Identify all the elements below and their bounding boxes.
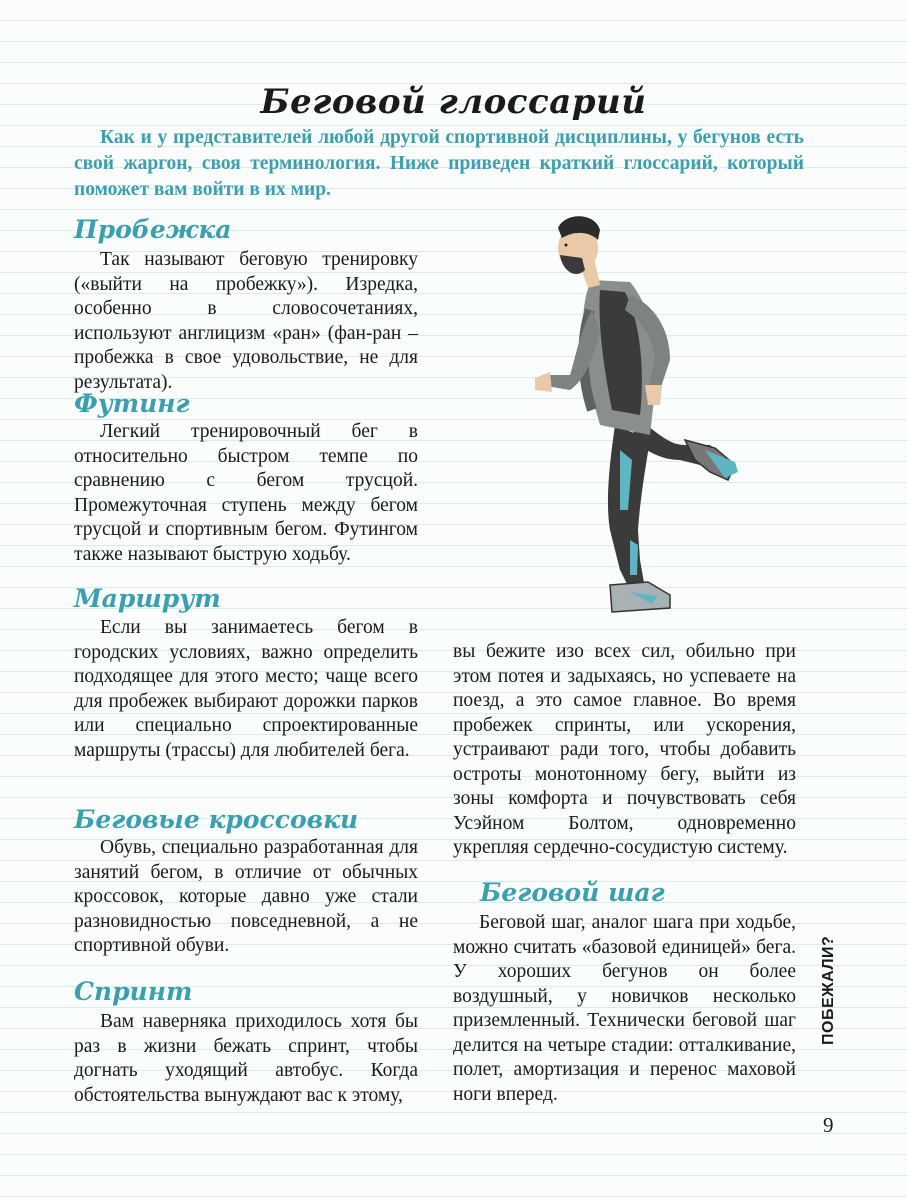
side-section-label: ПОБЕЖАЛИ? xyxy=(820,935,837,1045)
page-title: Беговой глоссарий xyxy=(260,82,647,122)
heading-sprint: Спринт xyxy=(74,977,193,1006)
heading-marshrut: Маршрут xyxy=(74,584,221,613)
text-marshrut: Если вы занимаетесь бегом в городских условиях, важно определить подходящее для этого место; чаще всего для пробежек выбирают дорожки парков или специально спроектированные маршруты (трассы) для любителей бега. xyxy=(74,617,418,761)
page-number: 9 xyxy=(823,1113,834,1137)
heading-probezhka: Пробежка xyxy=(74,215,232,244)
runner-illustration xyxy=(520,210,750,625)
heading-krossovki: Беговые кроссовки xyxy=(74,805,359,834)
heading-shag: Беговой шаг xyxy=(480,878,665,907)
text-krossovki: Обувь, специально разработанная для занятий бегом, в отличие от обычных кроссовок, которые давно уже стали разновидностью повседневной, а не спортивной обуви. xyxy=(74,837,418,956)
text-sprint: Вам наверняка приходилось хотя бы раз в жизни бежать спринт, чтобы догнать уходящий автобус. Когда обстоятельства вынуждают вас к этому, xyxy=(74,1011,418,1106)
text-futing: Легкий тренировочный бег в относительно быстром темпе по сравнению с бегом трусцой. Промежуточная ступень между бегом трусцой и спортивным бегом. Футингом также называют быструю ходьбу. xyxy=(74,421,418,565)
intro-paragraph: Как и у представителей любой другой спортивной дисциплины, у бегунов есть свой жаргон, своя терминология. Ниже приведен краткий глоссарий, который поможет вам войти в их мир. xyxy=(74,127,804,200)
text-shag: Беговой шаг, аналог шага при ходьбе, можно считать «базовой единицей» бега. У хороших бегунов он более воздушный, у новичков несколько приземленный. Технически беговой шаг делится на четыре стадии: отталкивание, полет, амортизация и перенос маховой ноги вперед. xyxy=(453,912,796,1105)
heading-futing: Футинг xyxy=(74,389,190,418)
text-sprint-continued: вы бежите изо всех сил, обильно при этом потея и задыхаясь, но успеваете на поезд, а это самое главное. Во время пробежек спринты, или ускорения, устраивают ради того, чтобы добавить остроты монотонному бегу, выйти из зоны комфорта и почувствовать себя Усэйном Болтом, одновременно укрепляя сердечно-сосудистую систему. xyxy=(453,641,796,858)
text-probezhka: Так называют беговую тренировку («выйти на пробежку»). Изредка, особенно в словосочетаниях, используют англицизм «ран» (фан-ран – пробежка в свое удовольствие, не для результата). xyxy=(74,249,418,393)
